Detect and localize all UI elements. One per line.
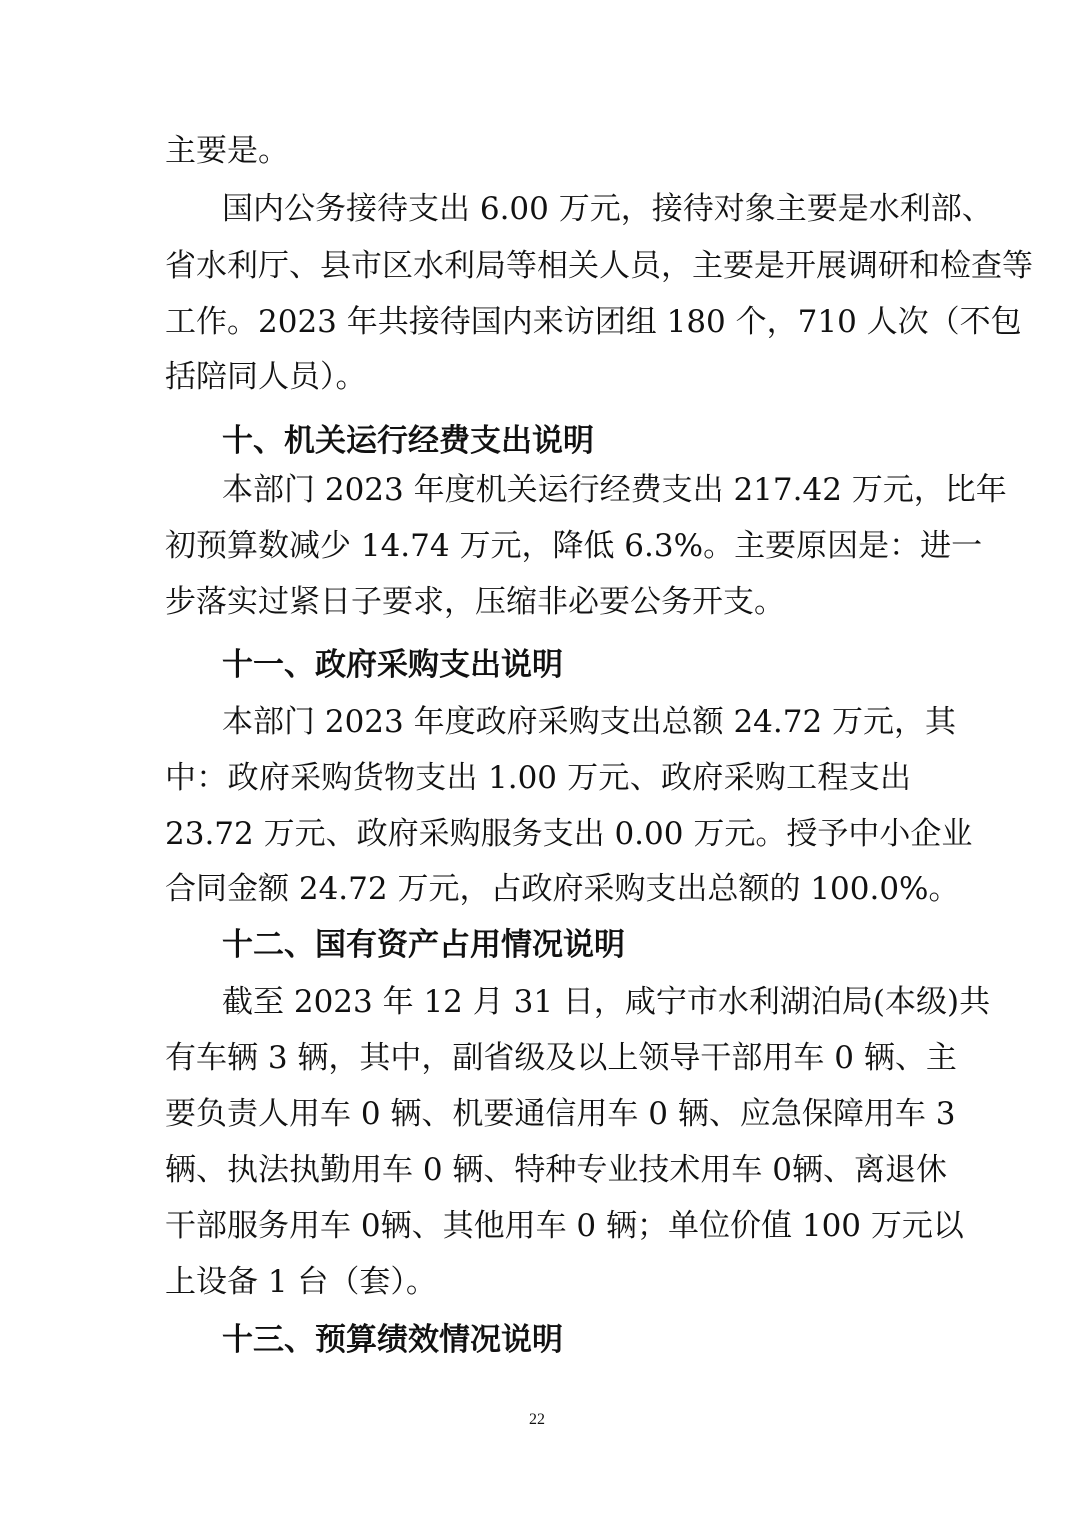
section-heading-12: 十二、国有资产占用情况说明 xyxy=(222,927,625,963)
paragraph-line: 工作。2023 年共接待国内来访团组 180 个，710 人次（不包 xyxy=(165,304,1022,340)
paragraph-line: 本部门 2023 年度政府采购支出总额 24.72 万元，其 xyxy=(222,704,957,740)
section-heading-13: 十三、预算绩效情况说明 xyxy=(222,1322,563,1358)
paragraph-line: 有车辆 3 辆，其中，副省级及以上领导干部用车 0 辆、主 xyxy=(165,1040,957,1076)
paragraph-line: 23.72 万元、政府采购服务支出 0.00 万元。授予中小企业 xyxy=(165,816,973,852)
paragraph-line: 辆、执法执勤用车 0 辆、特种专业技术用车 0辆、离退休 xyxy=(165,1152,948,1188)
page-number: 22 xyxy=(529,1411,545,1428)
paragraph-line: 国内公务接待支出 6.00 万元，接待对象主要是水利部、 xyxy=(222,191,993,227)
paragraph-line: 本部门 2023 年度机关运行经费支出 217.42 万元，比年 xyxy=(222,472,1007,508)
paragraph-line: 中：政府采购货物支出 1.00 万元、政府采购工程支出 xyxy=(165,760,911,796)
paragraph-line: 截至 2023 年 12 月 31 日，咸宁市水利湖泊局(本级)共 xyxy=(222,984,991,1020)
section-heading-11: 十一、政府采购支出说明 xyxy=(222,647,563,683)
paragraph-line: 干部服务用车 0辆、其他用车 0 辆；单位价值 100 万元以 xyxy=(165,1208,964,1244)
paragraph-line: 上设备 1 台（套）。 xyxy=(165,1264,437,1300)
paragraph-line: 初预算数减少 14.74 万元，降低 6.3%。主要原因是：进一 xyxy=(165,528,983,564)
paragraph-line: 步落实过紧日子要求，压缩非必要公务开支。 xyxy=(165,584,785,620)
paragraph-line: 要负责人用车 0 辆、机要通信用车 0 辆、应急保障用车 3 xyxy=(165,1096,956,1132)
paragraph-line: 合同金额 24.72 万元，占政府采购支出总额的 100.0%。 xyxy=(165,871,960,907)
paragraph-line: 括陪同人员）。 xyxy=(165,359,367,395)
paragraph-line: 主要是。 xyxy=(165,133,289,169)
paragraph-line: 省水利厅、县市区水利局等相关人员，主要是开展调研和检查等 xyxy=(165,248,1033,284)
section-heading-10: 十、机关运行经费支出说明 xyxy=(222,423,594,459)
